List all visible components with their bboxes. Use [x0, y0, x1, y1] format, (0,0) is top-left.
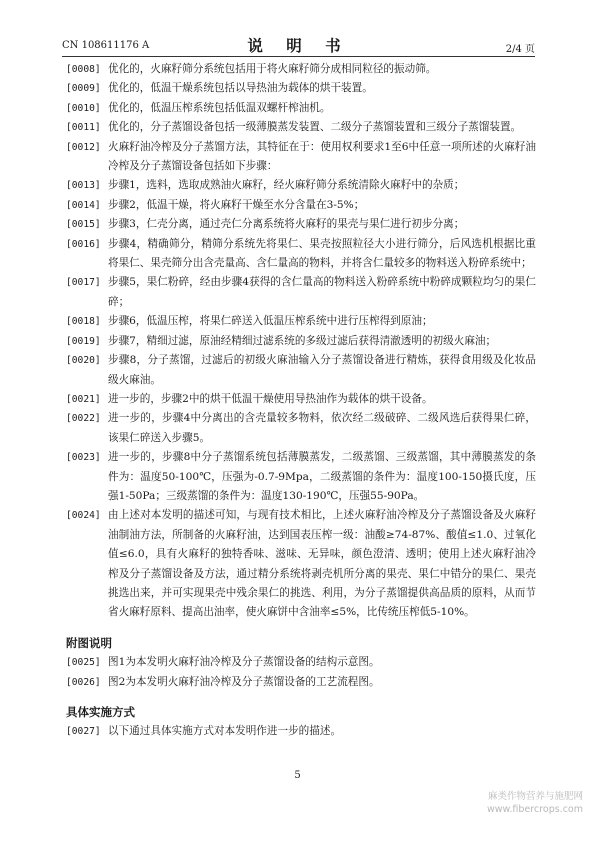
paragraph-number: [0022] — [66, 413, 101, 425]
paragraph-text: 以下通过具体实施方式对本发明作进一步的描述。 — [108, 725, 342, 738]
page-number: 5 — [294, 770, 301, 781]
paragraph — [66, 722, 536, 741]
paragraph — [66, 60, 536, 79]
section-title-embodiments: 具体实施方式 — [66, 705, 135, 719]
paragraph-text: 步骤1，选料，选取成熟油火麻籽，经火麻籽筛分系统清除火麻籽中的杂质； — [108, 179, 465, 192]
paragraph — [66, 390, 536, 409]
paragraph-number: [0027] — [66, 726, 101, 738]
header-divider — [62, 56, 535, 57]
paragraph-number: [0014] — [66, 199, 101, 211]
paragraph-text: 步骤3，仁壳分离，通过壳仁分离系统将火麻籽的果壳与果仁进行初步分离； — [108, 218, 465, 231]
paragraph-number: [0009] — [66, 83, 101, 95]
paragraph — [66, 312, 536, 331]
document-body — [66, 60, 536, 742]
paragraph-text: 图1为本发明火麻籽油冷榨及分子蒸馏设备的结构示意图。 — [108, 656, 380, 669]
paragraph — [66, 409, 536, 448]
paragraph-text: 步骤5，果仁粉碎，经由步骤4获得的含仁量高的物料送入粉碎系统中粉碎成颗粒均匀的果仁碎； — [108, 276, 536, 308]
paragraph-text: 图2为本发明火麻籽油冷榨及分子蒸馏设备的工艺流程图。 — [108, 675, 380, 688]
paragraph-number: [0026] — [66, 676, 101, 688]
paragraph — [66, 138, 536, 177]
paragraph — [66, 653, 536, 672]
figures-paragraph-list — [66, 653, 536, 692]
paragraph-number: [0019] — [66, 335, 101, 347]
paragraph-text: 由上述对本发明的描述可知，与现有技术相比，上述火麻籽油冷榨及分子蒸馏设备及火麻籽油制油方法，所制备的火麻籽油，达到国表压榨一级：油酸≥74-87%、酸值≤1.0、过氧化值≤6.0，具有火麻籽的独特香味、滋味、无异味，颜色澄清、透明；使用上述火麻籽油冷榨及分子蒸馏设备及方法，通过精分系统将剥壳机所分离的果壳、果仁中错分的果仁、果壳挑选出来，并可实现果壳中残余果仁的挑选、利用，为分子蒸馏提供高品质的原料，从而节省火麻籽原料、提高出油率，使火麻饼中含油率≤5%，比传统压榨低5-10%。 — [108, 509, 536, 619]
paragraph — [66, 215, 536, 234]
paragraph — [66, 196, 536, 215]
paragraph-number: [0025] — [66, 657, 101, 669]
paragraph-number: [0016] — [66, 238, 101, 250]
paragraph — [66, 99, 536, 118]
paragraph — [66, 506, 536, 622]
paragraph — [66, 176, 536, 195]
paragraph-list — [66, 60, 536, 623]
paragraph-text: 步骤8，分子蒸馏，过滤后的初级火麻油输入分子蒸馏设备进行精炼，获得食用级及化妆品级火麻油。 — [108, 354, 536, 386]
paragraph — [66, 448, 536, 506]
watermark-line-2: www.fibercrops.com — [486, 804, 583, 815]
paragraph — [66, 79, 536, 98]
paragraph — [66, 118, 536, 137]
paragraph-number: [0024] — [66, 510, 101, 522]
patent-number: CN 108611176 A — [62, 40, 150, 51]
paragraph-number: [0011] — [66, 122, 101, 134]
section-title-figures: 附图说明 — [66, 635, 112, 650]
paragraph-number: [0015] — [66, 219, 101, 231]
paragraph-text: 优化的，低温压榨系统包括低温双螺杆榨油机。 — [108, 101, 331, 114]
page-header — [62, 34, 535, 56]
paragraph-text: 优化的，火麻籽筛分系统包括用于将火麻籽筛分成相同粒径的振动筛。 — [108, 63, 437, 75]
paragraph-text: 火麻籽油冷榨及分子蒸馏方法，其特征在于：使用权利要求1至6中任意一项所述的火麻籽油冷榨及分子蒸馏设备包括如下步骤： — [108, 140, 536, 173]
paragraph — [66, 235, 536, 274]
paragraph-text: 优化的，分子蒸馏设备包括一级薄膜蒸发装置、二级分子蒸馏装置和三级分子蒸馏装置。 — [108, 121, 522, 134]
paragraph-number: [0008] — [66, 64, 101, 75]
paragraph-text: 步骤6，低温压榨，将果仁碎送入低温压榨系统中进行压榨得到原油； — [108, 315, 433, 328]
paragraph-number: [0013] — [66, 180, 101, 192]
paragraph — [66, 351, 536, 390]
paragraph-text: 优化的，低温干燥系统包括以导热油为载体的烘干装置。 — [108, 82, 373, 95]
paragraph-number: [0020] — [66, 355, 101, 367]
paragraph-text: 步骤4，精确筛分，精筛分系统先将果仁、果壳按照粒径大小进行筛分，后风选机根据比重将果仁、果壳筛分出含壳量高、含仁量高的物料，并将含仁量较多的物料送入粉碎系统中； — [108, 237, 536, 270]
paragraph-number: [0023] — [66, 452, 101, 464]
paragraph-text: 进一步的，步骤8中分子蒸馏系统包括薄膜蒸发，二级蒸馏、三级蒸馏，其中薄膜蒸发的条件为：温度50-100℃，压强为-0.7-9Mpa，二级蒸馏的条件为：温度100-150摄氏度，压强1-50Pa；三级蒸馏的条件为：温度130-190℃，压强55-90Pa。 — [108, 451, 536, 502]
paragraph-text: 步骤7，精细过滤，原油经精细过滤系统的多级过滤后获得清澈透明的初级火麻油； — [108, 334, 497, 347]
paragraph-number: [0010] — [66, 102, 101, 114]
site-watermark — [443, 790, 583, 816]
paragraph-text: 进一步的，步骤2中的烘干低温干燥使用导热油作为载体的烘干设备。 — [108, 392, 433, 405]
page-indicator: 2/4 页 — [505, 44, 535, 55]
paragraph-number: [0017] — [66, 277, 101, 289]
paragraph — [66, 332, 536, 351]
paragraph-text: 步骤2，低温干燥，将火麻籽干燥至水分含量在3-5%； — [108, 198, 365, 211]
watermark-line-1: 麻类作物营养与施肥网 — [487, 791, 583, 802]
paragraph-number: [0018] — [66, 316, 101, 328]
document-title: 说 明 书 — [247, 36, 350, 55]
paragraph-number: [0021] — [66, 393, 101, 405]
paragraph — [66, 673, 536, 692]
embodiments-paragraph-list — [66, 722, 536, 741]
paragraph — [66, 273, 536, 312]
paragraph-number: [0012] — [66, 141, 101, 153]
paragraph-text: 进一步的，步骤4中分离出的含壳量较多物料，依次经二级破碎、二级风选后获得果仁碎，该果仁碎送入步骤5。 — [108, 412, 536, 444]
